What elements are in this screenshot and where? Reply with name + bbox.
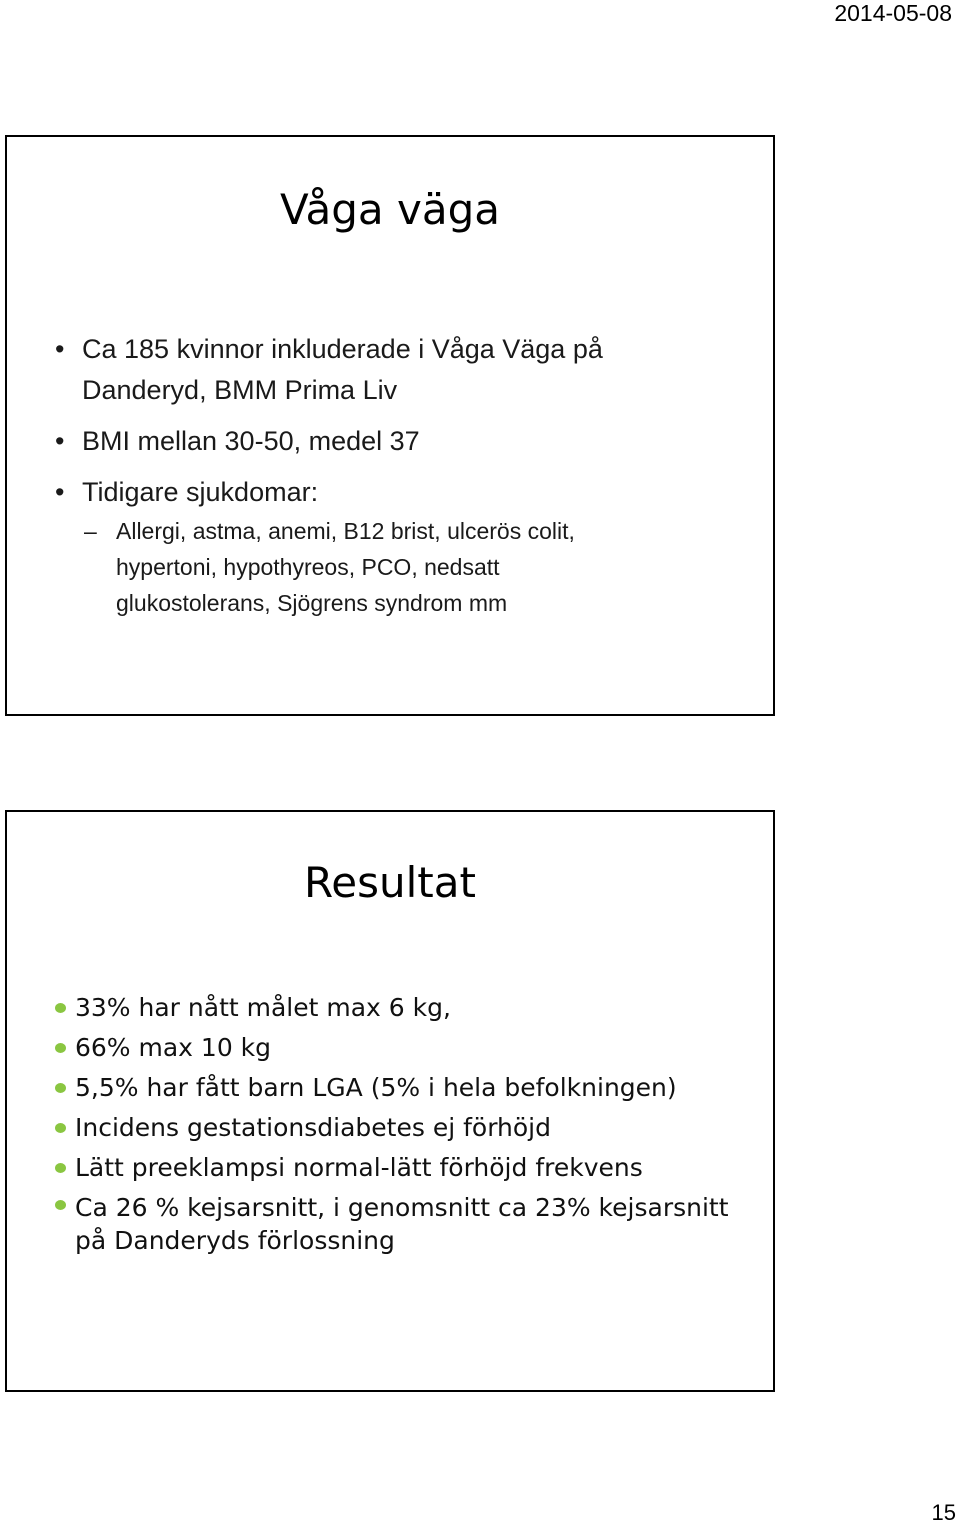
list-item-text: 66% max 10 kg: [75, 1033, 272, 1062]
list-item-text: 5,5% har fått barn LGA (5% i hela befolkningen): [75, 1073, 677, 1102]
list-item-text: BMI mellan 30-50, medel 37: [82, 426, 420, 456]
bullet-dot-icon: [55, 1123, 66, 1133]
list-item: [53, 1108, 753, 1148]
bullet-icon: •: [55, 426, 65, 456]
slide-resultat: [5, 810, 775, 1392]
list-item-text: Ca 185 kvinnor inkluderade i Våga Väga på Danderyd, BMM Prima Liv: [82, 334, 603, 405]
list-item: [53, 1028, 753, 1068]
list-item-text: Incidens gestationsdiabetes ej förhöjd: [75, 1113, 551, 1142]
bullet-list: [55, 329, 745, 621]
list-item: [55, 472, 745, 513]
slide-title: Våga väga: [280, 185, 500, 234]
page-date: 2014-05-08: [834, 0, 952, 26]
list-item-text: 33% har nått målet max 6 kg,: [75, 993, 451, 1022]
bullet-dot-icon: [55, 1083, 66, 1093]
list-item: [53, 1188, 753, 1257]
list-item-text: Lätt preeklampsi normal-lätt förhöjd frekvens: [75, 1153, 643, 1182]
slide-title: Resultat: [304, 858, 476, 907]
page-number: 15: [931, 1500, 956, 1525]
list-item: [55, 421, 745, 462]
list-item: [53, 988, 753, 1028]
bullet-dot-icon: [55, 1163, 66, 1173]
list-item-text: Ca 26 % kejsarsnitt, i genomsnitt ca 23% kejsarsnitt på Danderyds förlossning: [75, 1193, 729, 1255]
list-item: [55, 329, 745, 411]
bullet-dot-icon: [55, 1003, 66, 1013]
sub-list-item-text: Allergi, astma, anemi, B12 brist, ulcerös colit, hypertoni, hypothyreos, PCO, nedsatt glukostolerans, Sjögrens syndrom mm: [116, 518, 575, 616]
bullet-dot-icon: [55, 1043, 66, 1053]
list-item-text: Tidigare sjukdomar:: [82, 477, 319, 507]
list-item: [53, 1148, 753, 1188]
bullet-list: [53, 988, 753, 1257]
bullet-icon: •: [55, 334, 65, 364]
bullet-icon: •: [55, 477, 65, 507]
bullet-dot-icon: [55, 1200, 66, 1210]
list-item: [53, 1068, 753, 1108]
dash-icon: –: [84, 518, 97, 544]
sub-list-item: [55, 513, 745, 621]
slide-vaga-vaga: [5, 135, 775, 716]
